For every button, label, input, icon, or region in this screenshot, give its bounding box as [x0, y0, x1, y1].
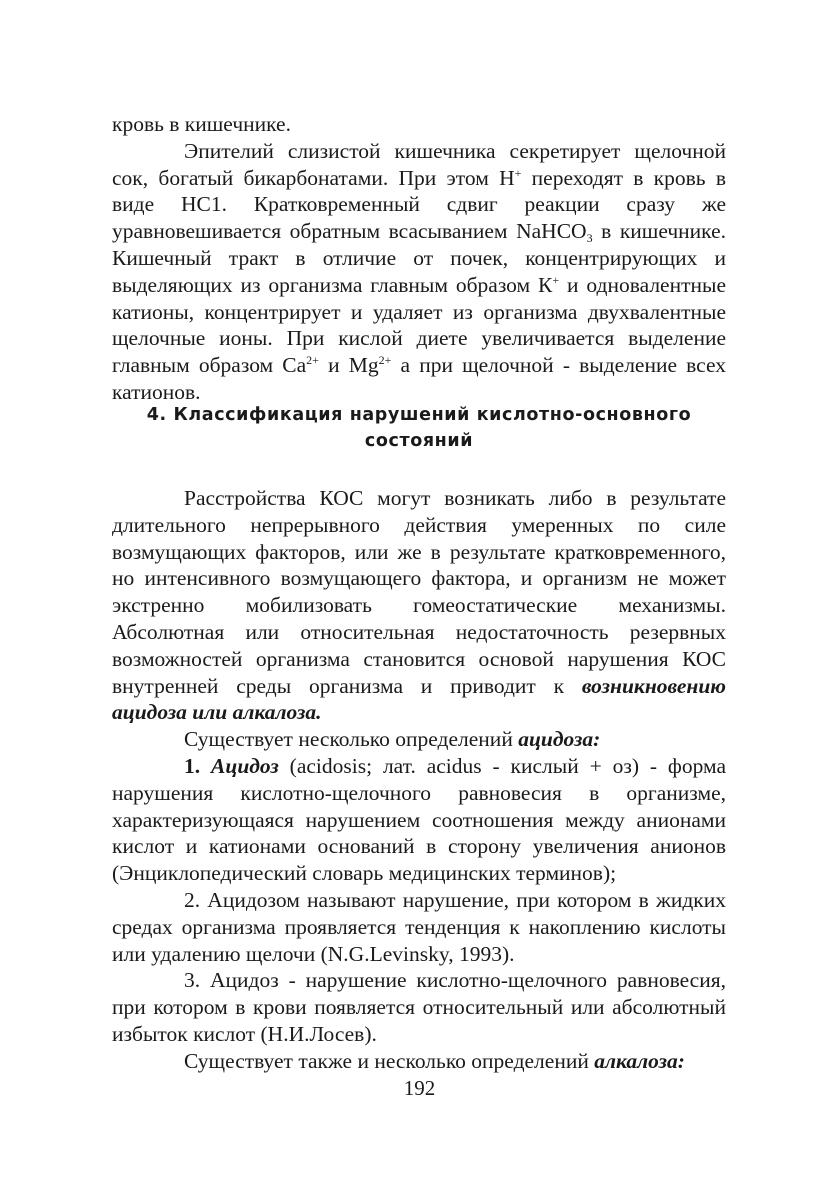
paragraph-continuation: [112, 111, 726, 138]
text-block-lower: [112, 485, 726, 1075]
paragraph-alkalosis-definitions-intro: [112, 1048, 726, 1075]
superscript: 2+: [306, 353, 319, 368]
paragraph-definition-3: [112, 967, 726, 1047]
list-number: 1.: [184, 753, 212, 778]
heading-line-1: 4. Классификация нарушений кислотно-основного: [146, 405, 692, 425]
emphasis: ацидоза:: [518, 727, 601, 752]
emphasis: возникновению ацидоза или алкалоза.: [112, 673, 726, 725]
section-heading: [112, 402, 726, 454]
text-run: Эпителий слизистой кишечника секретирует щелочной сок, богатый бикарбонатами. При этом Н: [112, 138, 726, 190]
emphasis: алкалоза:: [594, 1048, 685, 1073]
subscript: 3: [586, 231, 593, 246]
text-block-upper: [112, 111, 726, 406]
text-run: и одновалентные катионы, концентрирует и удаляет из организма двухвалентные щелочные ионы. При кислой диете увеличивается выделение главным образом Са: [112, 272, 726, 378]
text-run: (acidosis; лат. acidus - кислый + оз) - форма нарушения кислотно-щелочного равновесия в организме, характеризующаяся нарушением соотношения между анионами кислот и катионами оснований в сторону увеличения анионов (Энциклопедический словарь медицинских терминов);: [112, 753, 727, 886]
text-run: в кишечнике. Кишечный тракт в отличие от почек, концентрирующих и выделяющих из организма главным образом К: [112, 219, 726, 297]
heading-line-2: состояний: [364, 431, 474, 451]
page-number: 192: [403, 1076, 436, 1100]
text-run: Существует несколько определений: [184, 727, 519, 752]
text-run: Существует также и несколько определений: [184, 1048, 595, 1073]
text-line: кровь в кишечнике.: [112, 112, 291, 136]
text-run: 2. Ацидозом называют нарушение, при котором в жидких средах организма проявляется тенденция к накоплению кислоты или удалению щелочи (N.G.Levinsky, 1993).: [112, 887, 726, 966]
superscript: 2+: [378, 353, 392, 368]
superscript: +: [514, 165, 522, 180]
text-run: и Mg: [318, 353, 379, 378]
paragraph-definition-1: [112, 753, 726, 887]
paragraph-acidosis-definitions-intro: [112, 726, 726, 753]
text-run: переходят в кровь в виде НС1. Кратковременный сдвиг реакции сразу же уравновешивается обратным всасыванием NaHCO: [112, 165, 726, 244]
paragraph-definition-2: [112, 887, 726, 967]
superscript: +: [552, 272, 560, 287]
paragraph-kos-disorders: [112, 485, 726, 726]
text-run: а при щелочной - выделение всех катионов.: [112, 353, 726, 404]
text-run: Расстройства КОС могут возникать либо в результате длительного непрерывного действия умеренных по силе возмущающих факторов, или же в результате кратковременного, но интенсивного возмущающего фактора, и организм не может экстренно мобилизовать гомеостатические механизмы. Абсолютная или относительная недостаточность резервных возможностей организма становится основой нарушения КОС внутренней среды организма и приводит к: [112, 486, 726, 698]
emphasis: Ацидоз: [211, 753, 279, 778]
text-run: 3. Ацидоз - нарушение кислотно-щелочного равновесия, при котором в крови появляется относительный или абсолютный избыток кислот (Н.И.Лосев).: [112, 968, 726, 1046]
paragraph-intestinal-epithelium: [112, 138, 726, 406]
